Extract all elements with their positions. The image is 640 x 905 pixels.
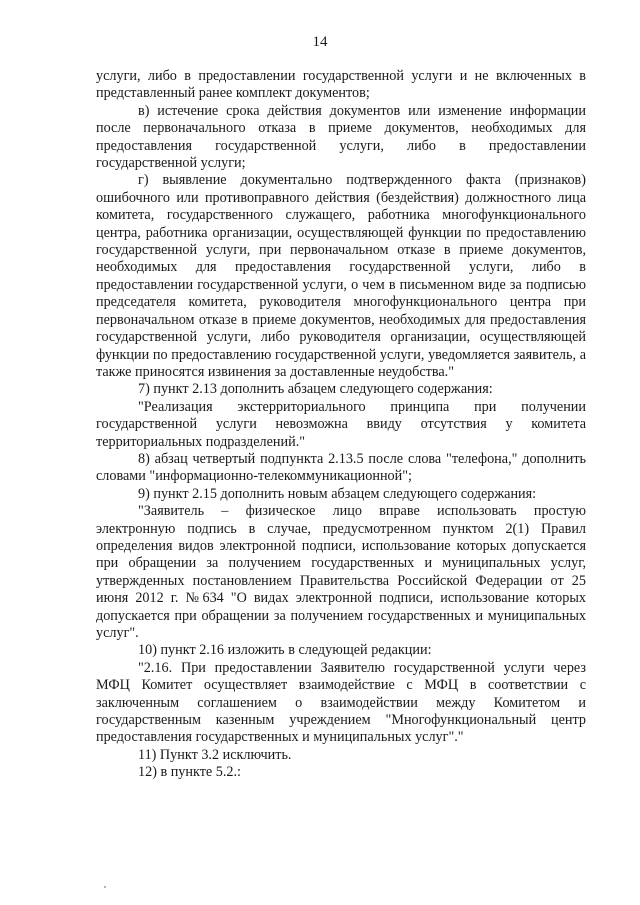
- document-body: [96, 68, 586, 782]
- paragraph-quote-2-15: "Заявитель – физическое лицо вправе использовать простую электронную подпись в случае, предусмотренном пунктом 2(1) Правил определения видов электронной подписи, использование которых допускается при обращении за получением государственных и муниципальных услуг, утвержденных постановлением Правительства Российской Федерации от 25 июня 2012 г. №634 "О видах электронной подписи, использование которых допускается при обращении за получением государственных и муниципальных услуг".: [96, 503, 586, 641]
- paragraph-item-v: в) истечение срока действия документов или изменение информации после первоначального отказа в приеме документов, необходимых для предоставления государственной услуги, либо в предоставлении государственной услуги;: [96, 102, 586, 172]
- paragraph-item-12: 12) в пункте 5.2.:: [138, 764, 241, 781]
- paragraph-item-9: 9) пункт 2.15 дополнить новым абзацем следующего содержания:: [138, 485, 537, 502]
- paragraph-continuation: услуги, либо в предоставлении государственной услуги и не включенных в представленный ранее комплект документов;: [96, 68, 586, 102]
- scan-speck: [104, 886, 106, 888]
- paragraph-quote-2-16: "2.16. При предоставлении Заявителю государственной услуги через МФЦ Комитет осуществляет взаимодействие с МФЦ в соответствии с заключенным соглашением о взаимодействии между Комитетом и государственным казенным учреждением "Многофункциональный центр предоставления государственных и муниципальных услуг".": [96, 659, 586, 746]
- paragraph-item-7: 7) пункт 2.13 дополнить абзацем следующего содержания:: [138, 381, 493, 398]
- paragraph-quote-2-13: "Реализация экстерриториального принципа при получении государственной услуги невозможна ввиду отсутствия у комитета территориальных подразделений.": [96, 398, 586, 450]
- paragraph-item-11: 11) Пункт 3.2 исключить.: [138, 746, 292, 763]
- paragraph-item-g: г) выявление документально подтвержденного факта (признаков) ошибочного или противоправного действия (бездействия) должностного лица комитета, государственного служащего, работника многофункционального центра, работника организации, осуществляющей функции по предоставлению государственной услуги, при первоначальном отказе в приеме документов, необходимых для предоставления государственной услуги, либо в предоставлении государственной услуги, о чем в письменном виде за подписью председателя комитета, руководителя многофункционального центра при первоначальном отказе в приеме документов, необходимых для предоставления государственной услуги, либо руководителя организации, осуществляющей функции по предоставлению государственной услуги, уведомляется заявитель, а также приносятся извинения за доставленные неудобства.": [96, 172, 586, 380]
- paragraph-item-10: 10) пункт 2.16 изложить в следующей редакции:: [138, 642, 432, 659]
- page-number: 14: [312, 34, 328, 50]
- paragraph-item-8: 8) абзац четвертый подпункта 2.13.5 после слова "телефона," дополнить словами "информационно-телекоммуникационной";: [96, 450, 586, 485]
